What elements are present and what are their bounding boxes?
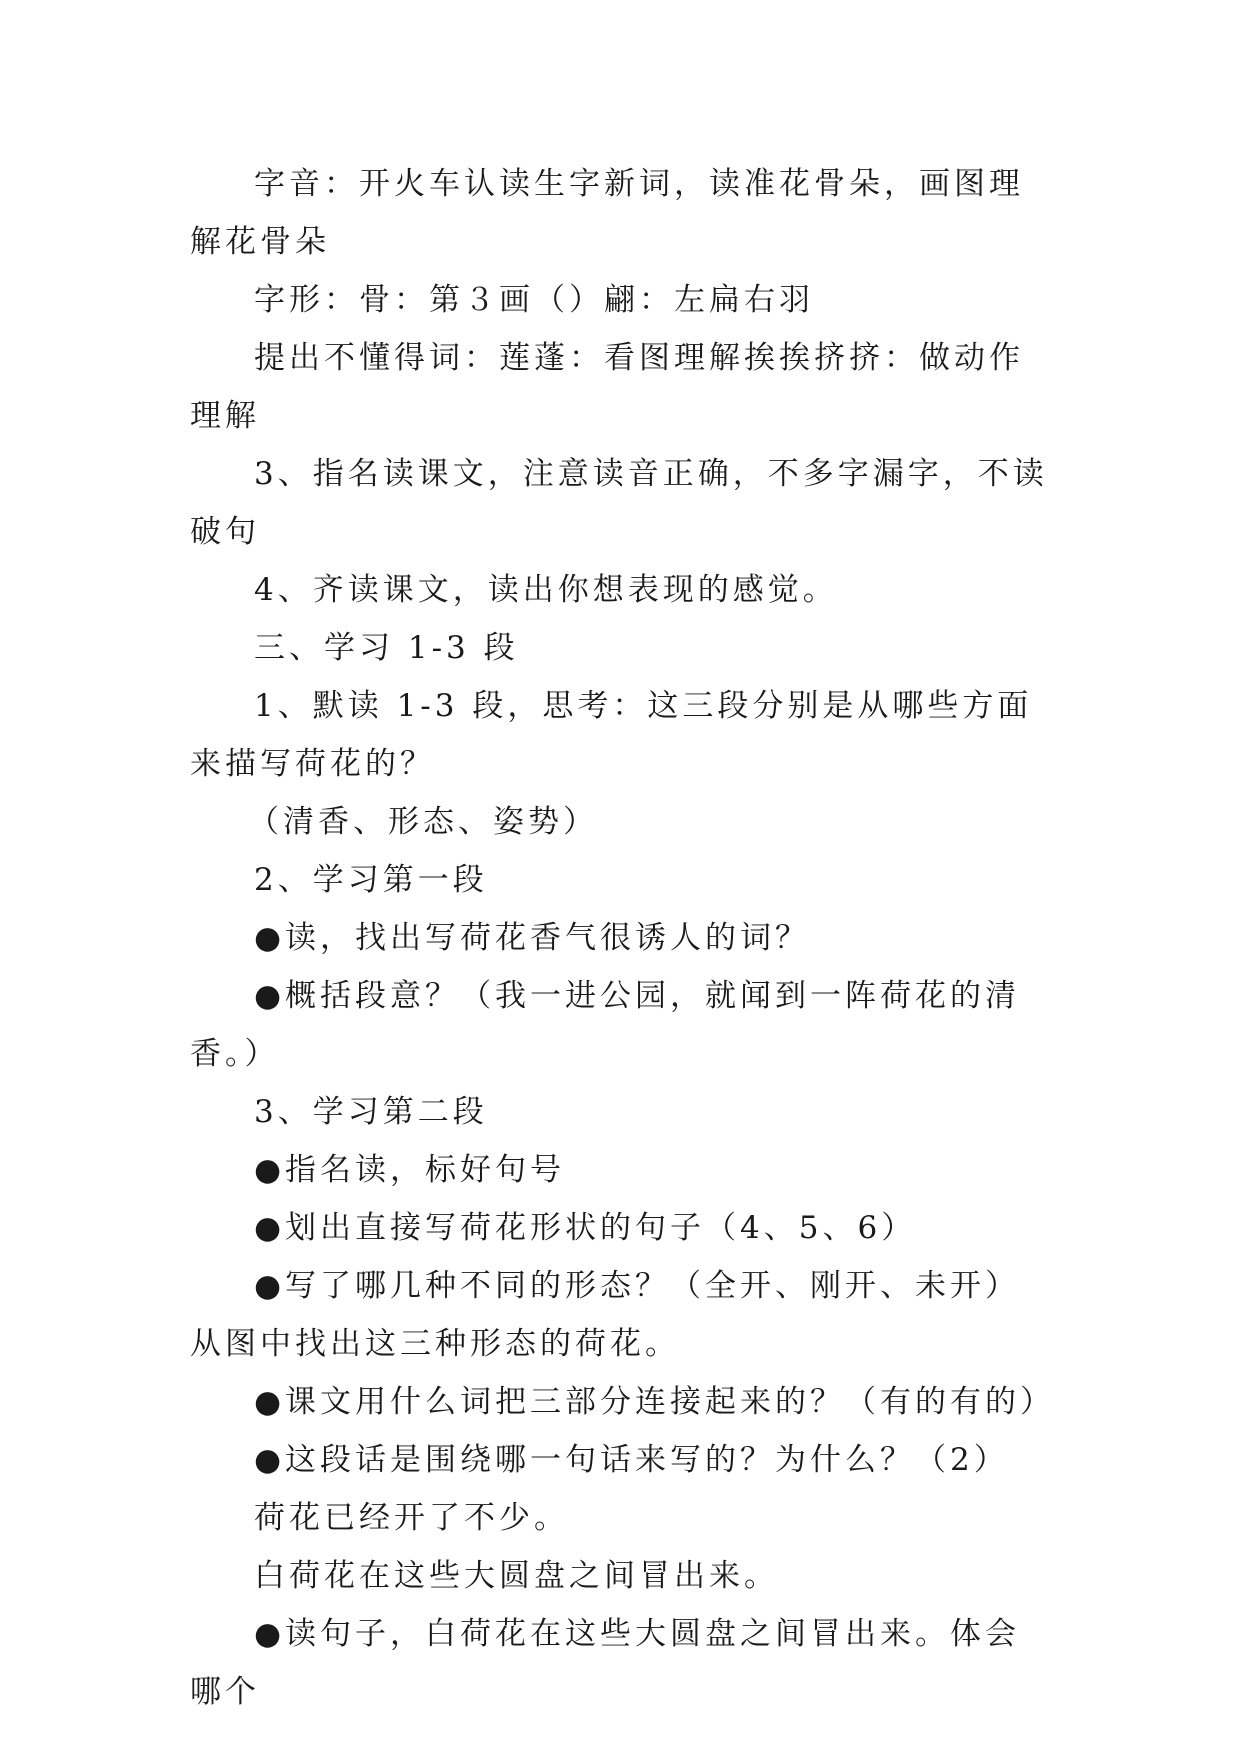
- quote-line-1: 荷花已经开了不少。: [254, 1500, 569, 1536]
- paragraph-answer-aspects: （清香、形态、姿势）: [248, 804, 598, 840]
- paragraph-step-3: 3、指名读课文，注意读音正确，不多字漏字，不读破句: [190, 456, 1048, 550]
- paragraph-unknown-words: 提出不懂得词：莲蓬：看图理解挨挨挤挤：做动作理解: [190, 340, 1024, 434]
- paragraph-glyph: 字形：骨：第３画（）翩：左扁右羽: [254, 282, 814, 318]
- bullet-forms: ●写了哪几种不同的形态？（全开、刚开、未开）从图中找出这三种形态的荷花。: [190, 1268, 1021, 1362]
- bullet-read-aloud: ●指名读，标好句号: [254, 1152, 566, 1188]
- bullet-central-sentence: ●这段话是围绕哪一句话来写的？为什么？（2）: [254, 1442, 1009, 1478]
- quote-line-2: 白荷花在这些大圆盘之间冒出来。: [254, 1558, 779, 1594]
- bullet-find-words: ●读，找出写荷花香气很诱人的词？: [254, 920, 811, 956]
- paragraph-pronunciation: 字音：开火车认读生字新词，读准花骨朵，画图理解花骨朵: [190, 166, 1024, 260]
- bullet-summary: ●概括段意？（我一进公园，就闻到一阵荷花的清香。）: [190, 978, 1021, 1072]
- paragraph-silent-reading: 1、默读 1-3 段，思考：这三段分别是从哪些方面来描写荷花的？: [190, 688, 1033, 782]
- section-heading-3: 三、学习 1-3 段: [254, 630, 519, 666]
- document-body: [190, 155, 1056, 1721]
- subheading-paragraph-2: 3、学习第二段: [254, 1094, 488, 1130]
- paragraph-step-4: 4、齐读课文，读出你想表现的感觉。: [254, 572, 838, 608]
- bullet-read-sentence: ●读句子，白荷花在这些大圆盘之间冒出来。体会哪个: [190, 1616, 1021, 1710]
- subheading-paragraph-1: 2、学习第一段: [254, 862, 488, 898]
- bullet-underline-sentences: ●划出直接写荷花形状的句子（4、5、6）: [254, 1210, 917, 1246]
- bullet-connecting-words: ●课文用什么词把三部分连接起来的？（有的有的）: [254, 1384, 1056, 1420]
